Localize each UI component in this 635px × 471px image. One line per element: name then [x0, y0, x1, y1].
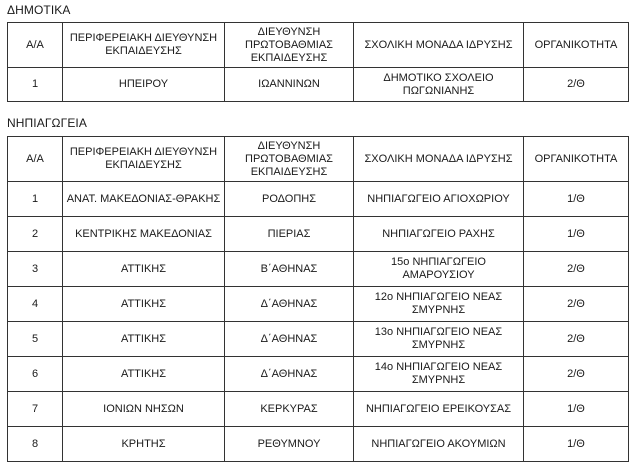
table-row [8, 427, 629, 462]
cell-periferiaki: ΑΤΤΙΚΗΣ [63, 322, 225, 357]
cell-organikotita: 2/Θ [524, 68, 629, 102]
cell-sxoliki-monada: ΔΗΜΟΤΙΚΟ ΣΧΟΛΕΙΟ ΠΩΓΩΝΙΑΝΗΣ [354, 68, 524, 102]
cell-periferiaki: ΚΡΗΤΗΣ [63, 427, 225, 462]
cell-dieuthynsi: ΠΙΕΡΙΑΣ [225, 217, 354, 252]
table-row [8, 357, 629, 392]
cell-organikotita: 2/Θ [524, 322, 629, 357]
cell-periferiaki: ΗΠΕΙΡΟΥ [63, 68, 225, 102]
cell-aa: 1 [8, 182, 63, 217]
column-header-sxoliki-monada: ΣΧΟΛΙΚΗ ΜΟΝΑΔΑ ΙΔΡΥΣΗΣ [354, 23, 524, 68]
cell-aa: 3 [8, 252, 63, 287]
column-header-dieuthynsi: ΔΙΕΥΘΥΝΣΗ ΠΡΩΤΟΒΑΘΜΙΑΣ ΕΚΠΑΙΔΕΥΣΗΣ [225, 137, 354, 182]
table-header-row [8, 23, 629, 68]
cell-dieuthynsi: ΙΩΑΝΝΙΝΩΝ [225, 68, 354, 102]
table-row [8, 68, 629, 102]
cell-periferiaki: ΙΟΝΙΩΝ ΝΗΣΩΝ [63, 392, 225, 427]
cell-sxoliki-monada: ΝΗΠΙΑΓΩΓΕΙΟ ΡΑΧΗΣ [354, 217, 524, 252]
cell-sxoliki-monada: 12ο ΝΗΠΙΑΓΩΓΕΙΟ ΝΕΑΣ ΣΜΥΡΝΗΣ [354, 287, 524, 322]
cell-aa: 2 [8, 217, 63, 252]
cell-sxoliki-monada: 15ο ΝΗΠΙΑΓΩΓΕΙΟ ΑΜΑΡΟΥΣΙΟΥ [354, 252, 524, 287]
cell-aa: 8 [8, 427, 63, 462]
table-row [8, 322, 629, 357]
cell-dieuthynsi: ΡΟΔΟΠΗΣ [225, 182, 354, 217]
cell-organikotita: 1/Θ [524, 392, 629, 427]
cell-organikotita: 2/Θ [524, 252, 629, 287]
cell-aa: 4 [8, 287, 63, 322]
table-dimotika [7, 22, 629, 102]
cell-organikotita: 2/Θ [524, 287, 629, 322]
table-nipiagogeia [7, 136, 629, 462]
cell-dieuthynsi: Δ΄ΑΘΗΝΑΣ [225, 287, 354, 322]
cell-sxoliki-monada: ΝΗΠΙΑΓΩΓΕΙΟ ΑΚΟΥΜΙΩΝ [354, 427, 524, 462]
section-title-dimotika: ΔΗΜΟΤΙΚΑ [7, 3, 71, 17]
cell-organikotita: 1/Θ [524, 427, 629, 462]
table-row [8, 182, 629, 217]
table-header-row [8, 137, 629, 182]
column-header-dieuthynsi: ΔΙΕΥΘΥΝΣΗ ΠΡΩΤΟΒΑΘΜΙΑΣ ΕΚΠΑΙΔΕΥΣΗΣ [225, 23, 354, 68]
column-header-organikotita: ΟΡΓΑΝΙΚΟΤΗΤΑ [524, 137, 629, 182]
cell-aa: 1 [8, 68, 63, 102]
cell-dieuthynsi: ΡΕΘΥΜΝΟΥ [225, 427, 354, 462]
cell-dieuthynsi: Β΄ΑΘΗΝΑΣ [225, 252, 354, 287]
table-row [8, 252, 629, 287]
cell-organikotita: 1/Θ [524, 217, 629, 252]
cell-dieuthynsi: ΚΕΡΚΥΡΑΣ [225, 392, 354, 427]
column-header-periferiaki: ΠΕΡΙΦΕΡΕΙΑΚΗ ΔΙΕΥΘΥΝΣΗ ΕΚΠΑΙΔΕΥΣΗΣ [63, 137, 225, 182]
cell-sxoliki-monada: 14ο ΝΗΠΙΑΓΩΓΕΙΟ ΝΕΑΣ ΣΜΥΡΝΗΣ [354, 357, 524, 392]
section-title-nipiagogeia: ΝΗΠΙΑΓΩΓΕΙΑ [7, 116, 87, 130]
table-row [8, 392, 629, 427]
cell-periferiaki: ΑΤΤΙΚΗΣ [63, 357, 225, 392]
column-header-organikotita: ΟΡΓΑΝΙΚΟΤΗΤΑ [524, 23, 629, 68]
cell-organikotita: 2/Θ [524, 357, 629, 392]
cell-dieuthynsi: Δ΄ΑΘΗΝΑΣ [225, 322, 354, 357]
cell-periferiaki: ΚΕΝΤΡΙΚΗΣ ΜΑΚΕΔΟΝΙΑΣ [63, 217, 225, 252]
column-header-aa: Α/Α [8, 137, 63, 182]
cell-aa: 7 [8, 392, 63, 427]
cell-dieuthynsi: Δ΄ΑΘΗΝΑΣ [225, 357, 354, 392]
column-header-aa: Α/Α [8, 23, 63, 68]
cell-periferiaki: ΑΤΤΙΚΗΣ [63, 252, 225, 287]
cell-sxoliki-monada: ΝΗΠΙΑΓΩΓΕΙΟ ΕΡΕΙΚΟΥΣΑΣ [354, 392, 524, 427]
table-row [8, 287, 629, 322]
cell-aa: 5 [8, 322, 63, 357]
column-header-sxoliki-monada: ΣΧΟΛΙΚΗ ΜΟΝΑΔΑ ΙΔΡΥΣΗΣ [354, 137, 524, 182]
cell-sxoliki-monada: 13ο ΝΗΠΙΑΓΩΓΕΙΟ ΝΕΑΣ ΣΜΥΡΝΗΣ [354, 322, 524, 357]
cell-organikotita: 1/Θ [524, 182, 629, 217]
table-row [8, 217, 629, 252]
column-header-periferiaki: ΠΕΡΙΦΕΡΕΙΑΚΗ ΔΙΕΥΘΥΝΣΗ ΕΚΠΑΙΔΕΥΣΗΣ [63, 23, 225, 68]
cell-sxoliki-monada: ΝΗΠΙΑΓΩΓΕΙΟ ΑΓΙΟΧΩΡΙΟΥ [354, 182, 524, 217]
cell-aa: 6 [8, 357, 63, 392]
cell-periferiaki: ΑΤΤΙΚΗΣ [63, 287, 225, 322]
cell-periferiaki: ΑΝΑΤ. ΜΑΚΕΔΟΝΙΑΣ-ΘΡΑΚΗΣ [63, 182, 225, 217]
